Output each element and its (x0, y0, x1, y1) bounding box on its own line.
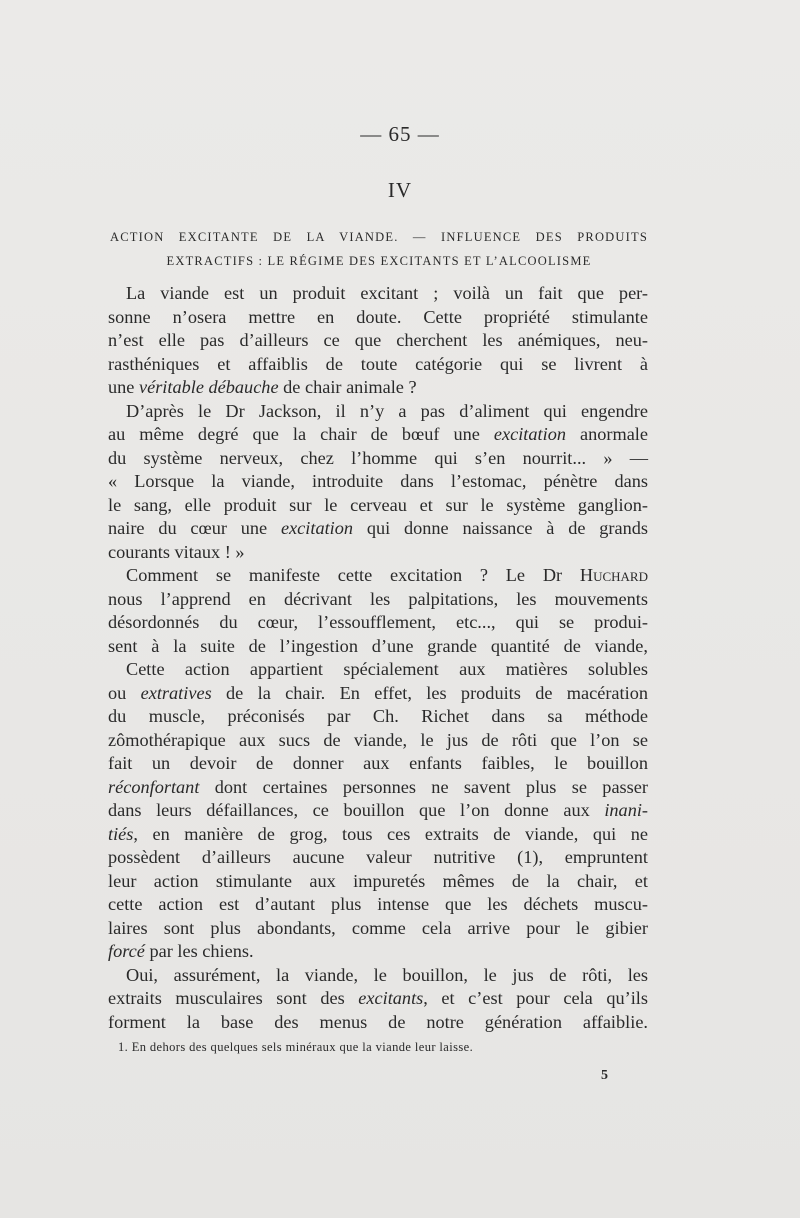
emphasis: tiés (108, 823, 134, 844)
text-line: leur action stimulante aux impuretés mêmes de la chair, et (108, 870, 648, 891)
text-line: tiés, en manière de grog, tous ces extraits de viande, qui ne (108, 823, 648, 844)
text-line: du système nerveux, chez l’homme qui s’en nourrit... » — (108, 447, 648, 468)
text-line: laires sont plus abondants, comme cela arrive pour le gibier (108, 917, 648, 938)
text-line: rasthéniques et affaiblis de toute catégorie qui se livrent à (108, 353, 648, 374)
emphasis: véritable débauche (138, 377, 279, 397)
text-line: « Lorsque la viande, introduite dans l’estomac, pénètre dans (108, 471, 648, 491)
body-text (108, 282, 648, 1034)
emphasis: excitation (493, 424, 566, 444)
text-line: fait un devoir de donner aux enfants faibles, le bouillon (108, 753, 648, 773)
text-line: désordonnés du cœur, l’essoufflement, etc..., qui se produi- (108, 612, 648, 632)
text-line: cette action est d’autant plus intense que les déchets muscu- (108, 894, 648, 914)
text-line: dans leurs défaillances, ce bouillon que l’on donne aux inani- (108, 800, 648, 820)
emphasis: extratives (140, 682, 212, 703)
text-line: sent à la suite de l’ingestion d’une grande quantité de viande, (108, 635, 648, 656)
emphasis: forcé (108, 941, 145, 961)
text-line: forcé par les chiens. (108, 941, 254, 961)
text-line: La viande est un produit excitant ; voilà un fait que per- (126, 283, 648, 303)
emphasis: inani- (604, 800, 648, 820)
text-line: naire du cœur une excitation qui donne naissance à de grands (108, 518, 648, 538)
text-line: réconfortant dont certaines personnes ne savent plus se passer (108, 776, 648, 797)
text-line: au même degré que la chair de bœuf une excitation anormale (108, 424, 648, 444)
text-line: Comment se manifeste cette excitation ? Le Dr Huchard (126, 565, 648, 585)
page-number: — 65 — (360, 122, 440, 146)
text-line: une véritable débauche de chair animale ? (108, 377, 417, 397)
text-line: le sang, elle produit sur le cerveau et sur le système ganglion- (108, 494, 648, 515)
signature-mark: 5 (601, 1068, 608, 1083)
text-line: possèdent d’ailleurs aucune valeur nutritive (1), empruntent (108, 847, 648, 867)
text-line: extraits musculaires sont des excitants, et c’est pour cela qu’ils (108, 988, 648, 1008)
footnote: 1. En dehors des quelques sels minéraux que la viande leur laisse. (118, 1040, 474, 1054)
text-line: D’après le Dr Jackson, il n’y a pas d’aliment qui engendre (126, 400, 648, 421)
emphasis: excitants (358, 988, 424, 1008)
text-line: n’est elle pas d’ailleurs ce que cherchent les anémiques, neu- (108, 330, 648, 350)
small-caps-name: Huchard (579, 565, 648, 585)
text-line: courants vitaux ! » (108, 541, 245, 562)
emphasis: excitation (280, 518, 354, 538)
text-line: ou extratives de la chair. En effet, les produits de macération (108, 682, 648, 703)
text-line: sonne n’osera mettre en doute. Cette propriété stimulante (108, 306, 648, 327)
text-line: nous l’apprend en décrivant les palpitations, les mouvements (108, 588, 648, 609)
text-line: Oui, assurément, la viande, le bouillon, le jus de rôti, les (126, 964, 648, 985)
text-line: forment la base des menus de notre génération affaiblie. (108, 1011, 648, 1032)
section-heading-line-2: EXTRACTIFS : LE RÉGIME DES EXCITANTS ET L’ALCOOLISME (166, 254, 592, 268)
section-heading-line-1: ACTION EXCITANTE DE LA VIANDE. — INFLUENCE DES PRODUITS (110, 230, 648, 244)
emphasis: réconfortant (108, 776, 200, 797)
text-line: Cette action appartient spécialement aux matières solubles (126, 659, 648, 679)
text-line: du muscle, préconisés par Ch. Richet dans sa méthode (108, 706, 648, 726)
chapter-number: IV (387, 178, 413, 202)
text-line: zômothérapique aux sucs de viande, le jus de rôti que l’on se (108, 729, 648, 750)
